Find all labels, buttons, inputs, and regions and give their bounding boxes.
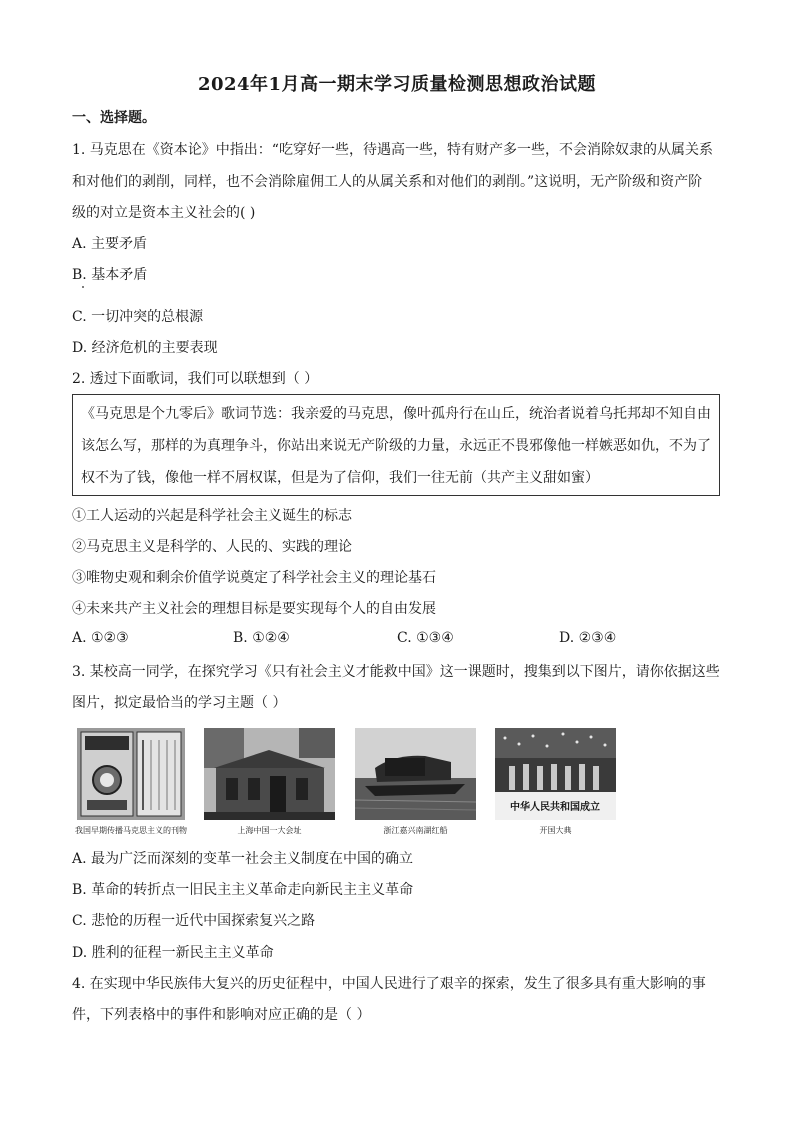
q1-stem-line2: 和对他们的剥削，同样，也不会消除雇佣工人的从属关系和对他们的剥削。”这说明，无产阶级和资产阶 [72, 174, 703, 190]
section-heading: 一、选择题。 [72, 110, 156, 126]
photo-publications [77, 728, 185, 820]
lyrics-line3: 权不为了钱，像他一样不屑权谋，但是为了信仰，我们一往无前（共产主义甜如蜜） [81, 470, 599, 486]
q2-item-2: ②马克思主义是科学的、人民的、实践的理论 [72, 539, 352, 555]
q3-stem-line1: 3. 某校高一同学，在探究学习《只有社会主义才能救中国》这一课题时，搜集到以下图片，请你依据这些 [72, 664, 720, 680]
q1-stem-line1: 1. 马克思在《资本论》中指出：“吃穿好一些，待遇高一些，特有财产多一些，不会消除奴隶的从属关系 [72, 142, 713, 158]
caption-founding-ceremony: 开国大典 [539, 826, 572, 835]
caption-red-boat: 浙江嘉兴南湖红船 [383, 826, 448, 835]
q3-option-c[interactable]: C. 悲怆的历程一近代中国探索复兴之路 [72, 913, 316, 929]
exam-title: 2024年1月高一期末学习质量检测思想政治试题 [197, 74, 597, 95]
caption-publications: 我国早期传播马克思主义的刊物 [75, 826, 187, 835]
q1-option-c[interactable]: C. 一切冲突的总根源 [72, 309, 204, 325]
congress-site-image [204, 728, 335, 820]
photo-founding-ceremony [495, 728, 616, 820]
q1-option-d[interactable]: D. 经济危机的主要表现 [72, 340, 218, 356]
q2-option-b[interactable]: B. ①②④ [233, 630, 290, 646]
q2-item-1: ①工人运动的兴起是科学社会主义诞生的标志 [72, 508, 352, 524]
q1-stem-line3: 级的对立是资本主义社会的( ) [72, 205, 256, 221]
q2-options [72, 630, 722, 650]
q1-option-a[interactable]: A. 主要矛盾 [72, 236, 148, 252]
photo-congress-site [204, 728, 335, 820]
q1-option-b[interactable]: B. 基本矛盾 [72, 267, 148, 283]
q3-option-b[interactable]: B. 革命的转折点一旧民主主义革命走向新民主主义革命 [72, 882, 414, 898]
q2-option-c[interactable]: C. ①③④ [397, 630, 454, 646]
red-boat-image [355, 728, 476, 820]
q2-option-a[interactable]: A. ①②③ [72, 630, 129, 646]
q2-option-d[interactable]: D. ②③④ [559, 630, 617, 646]
lyrics-line2: 该怎么写，那样的为真理争斗，你站出来说无产阶级的力量，永远正不畏邪像他一样嫉恶如仇，不为了 [81, 438, 711, 454]
q3-option-d[interactable]: D. 胜利的征程一新民主主义革命 [72, 945, 274, 961]
q4-stem-line2: 件，下列表格中的事件和影响对应正确的是（ ） [72, 1007, 371, 1023]
q3-stem-line2: 图片，拟定最恰当的学习主题（ ） [72, 695, 287, 711]
lyrics-line1: 《马克思是个九零后》歌词节选：我亲爱的马克思，像叶孤舟行在山丘，统治者说着乌托邦却不知自由 [81, 406, 711, 422]
founding-ceremony-image [495, 728, 616, 820]
q2-stem: 2. 透过下面歌词，我们可以联想到（ ） [72, 371, 319, 387]
q4-stem-line1: 4. 在实现中华民族伟大复兴的历史征程中，中国人民进行了艰辛的探索，发生了很多具有重大影响的事 [72, 976, 706, 992]
publications-image [77, 728, 185, 820]
photo-red-boat [355, 728, 476, 820]
caption-congress-site: 上海中国一大会址 [237, 826, 302, 835]
ceremony-banner-text: 中华人民共和国成立 [510, 802, 600, 813]
scan-dot [82, 286, 84, 288]
q2-item-4: ④未来共产主义社会的理想目标是要实现每个人的自由发展 [72, 601, 436, 617]
q3-option-a[interactable]: A. 最为广泛而深刻的变革一社会主义制度在中国的确立 [72, 851, 414, 867]
q2-item-3: ③唯物史观和剩余价值学说奠定了科学社会主义的理论基石 [72, 570, 436, 586]
lyrics-box [72, 394, 720, 496]
